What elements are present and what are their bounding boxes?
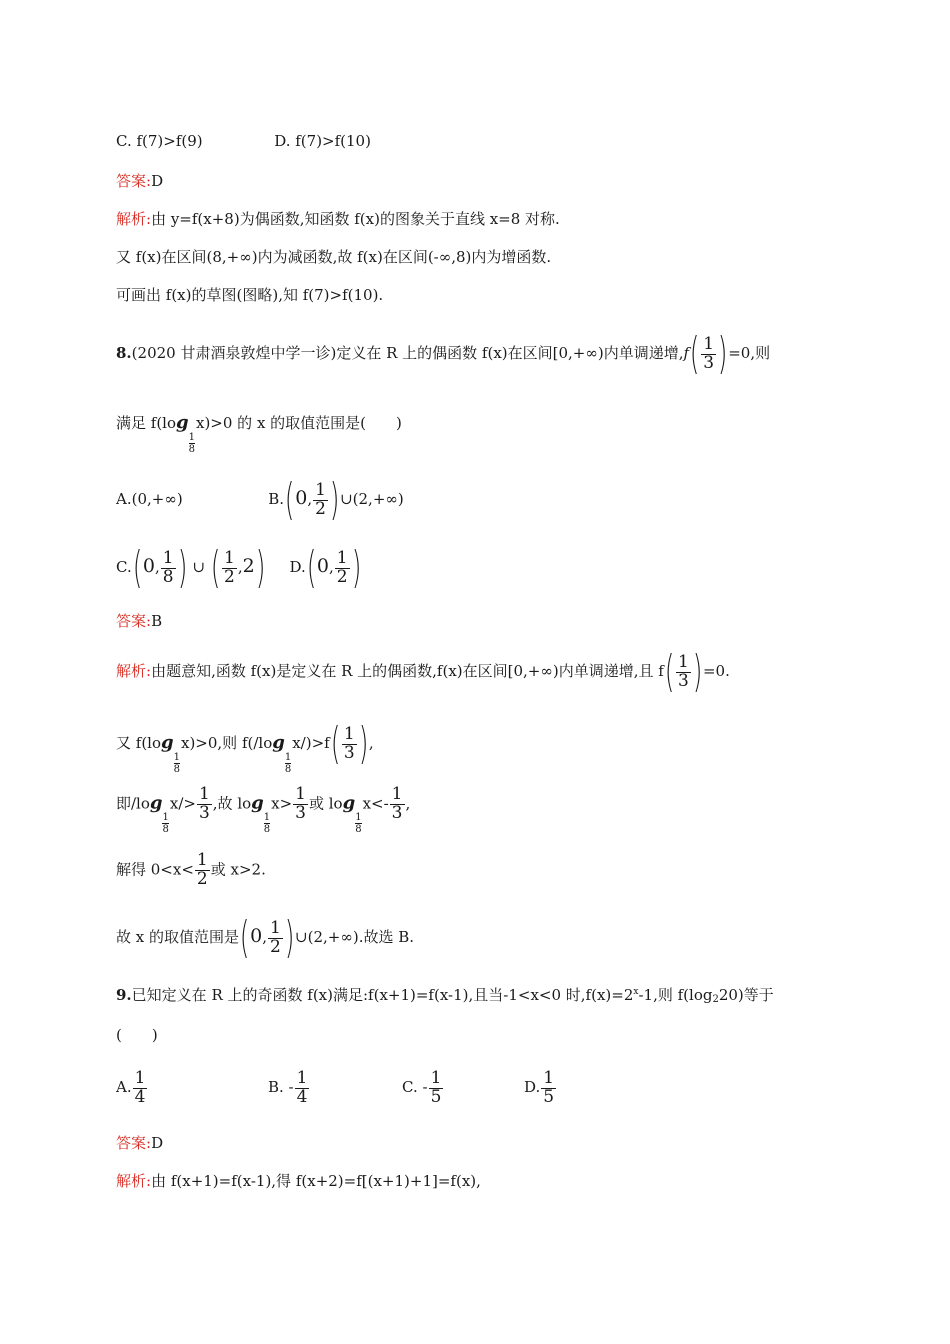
q9-answer: 答案:D xyxy=(116,1134,164,1152)
q7-answer xyxy=(116,172,163,190)
option-c: C. f(7)>f(9) xyxy=(116,132,203,150)
q9-options xyxy=(116,1070,557,1107)
q8-options-ab xyxy=(116,474,404,525)
q7-analysis-3: 可画出 f(x)的草图(图略),知 f(7)>f(10). xyxy=(116,286,384,304)
option-a: A.(0,+∞) xyxy=(116,490,183,508)
option-d: D.(0, $\frac{1}{2}$ ) xyxy=(289,542,361,593)
question-number: 8. xyxy=(116,344,132,362)
analysis-label: 解析: xyxy=(116,210,152,228)
q8-analysis-1: 解析:由题意知,函数 f(x)是定义在 R 上的偶函数,f(x)在区间[0,+∞)内单调递增,且 f( $\frac{1}{3}$ )=0. xyxy=(116,646,730,697)
q9-blank: ( ) xyxy=(116,1026,158,1044)
q9-analysis-1: 解析:由 f(x+1)=f(x-1),得 f(x+2)=f[(x+1)+1]=f(x), xyxy=(116,1172,481,1190)
option-d: D. $\frac{1}{5}$ xyxy=(523,1068,555,1107)
q8-stem-1: 8.(2020 甘肃酒泉敦煌中学一诊)定义在 R 上的偶函数 f(x)在区间[0,+∞)内单调递增,f( $\frac{1}{3}$ )=0,则 xyxy=(116,328,771,379)
option-b: B.(0, $\frac{1}{2}$ )∪(2,+∞) xyxy=(268,474,404,525)
option-c: C. - $\frac{1}{5}$ xyxy=(402,1068,442,1107)
q8-analysis-5: 故 x 的取值范围是(0, $\frac{1}{2}$ )∪(2,+∞).故选 B. xyxy=(116,912,415,963)
q7-options xyxy=(116,132,371,150)
option-d: D. f(7)>f(10) xyxy=(274,132,371,150)
q8-options-cd xyxy=(116,542,362,593)
q7-analysis-1 xyxy=(116,210,560,228)
analysis-text: 由 y=f(x+8)为偶函数,知函数 f(x)的图象关于直线 x=8 对称. xyxy=(151,210,560,228)
option-a: A. $\frac{1}{4}$ xyxy=(116,1068,146,1107)
stem-text: (2020 甘肃酒泉敦煌中学一诊)定义在 R 上的偶函数 f(x)在区间[0,+∞)内单调递增, xyxy=(131,344,684,362)
q9-stem: 9.已知定义在 R 上的奇函数 f(x)满足:f(x+1)=f(x-1),且当-1<x<0 时$,f(x)=2^x-1$,则 f(log220)等于 xyxy=(116,986,774,1005)
option-b: B. - $\frac{1}{4}$ xyxy=(268,1068,308,1107)
q8-analysis-4: 解得 0<x< $\frac{1}{2}$ 或 x>2. xyxy=(116,850,266,889)
q7-analysis-2: 又 f(x)在区间(8,+∞)内为减函数,故 f(x)在区间(-∞,8)内为增函数. xyxy=(116,248,552,266)
option-c: C.(0, $\frac{1}{8}$ ) ∪ ( $\frac{1}{2}$ ,2) xyxy=(116,542,266,593)
answer-value: D xyxy=(151,172,164,190)
q8-analysis-2: 又 f(log $\frac{1}{8}$ x)>0,则 f(/log $\frac{1}{8}$ x/)>f( $\frac{1}{3}$ ), xyxy=(116,718,374,775)
answer-label: 答案: xyxy=(116,172,152,190)
q8-stem-2: 满足 f(log $\frac{1}{8}$ x)>0 的 x 的取值范围是( ) xyxy=(116,412,402,455)
q8-answer: 答案:B xyxy=(116,612,163,630)
q8-analysis-3: 即/log $\frac{1}{8}$ x/> $\frac{1}{3}$ ,故 log $\frac{1}{8}$ x> $\frac{1}{3}$ 或 log $\frac{1}{8}$ x<- $\frac{1}{3}$ , xyxy=(116,784,411,836)
